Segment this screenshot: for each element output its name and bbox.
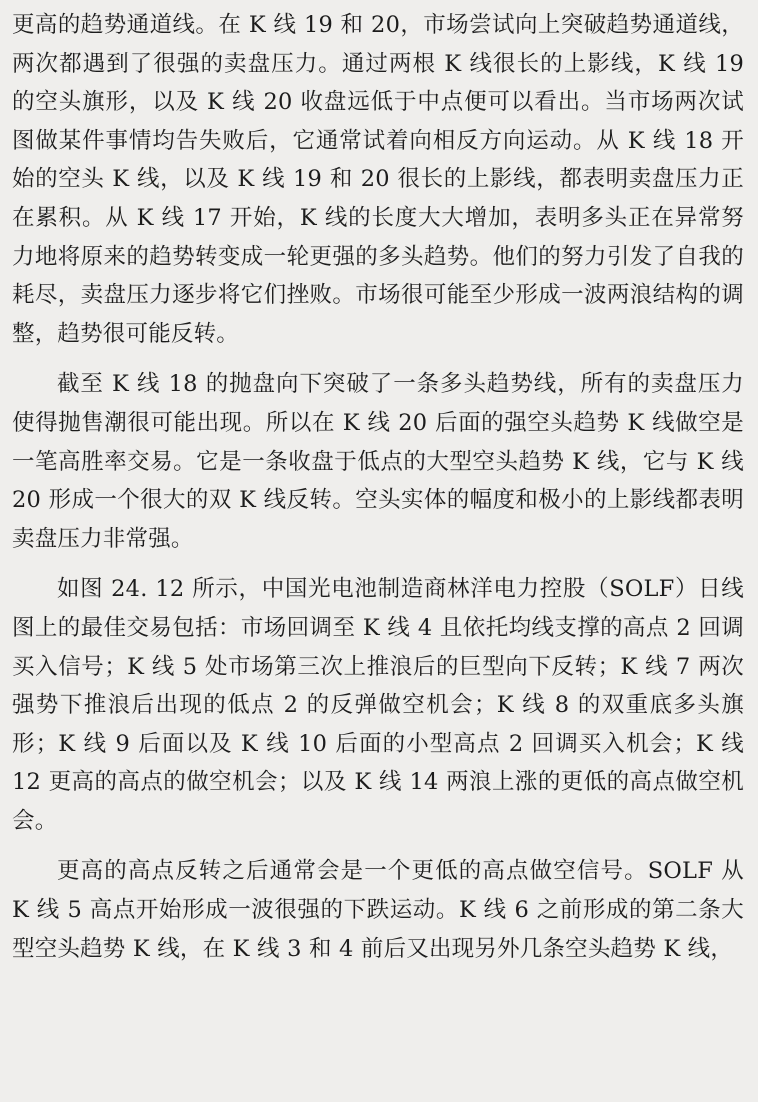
paragraph-2: 截至 K 线 18 的抛盘向下突破了一条多头趋势线，所有的卖盘压力使得抛售潮很可能出现。所以在 K 线 20 后面的强空头趋势 K 线做空是一笔高胜率交易。它是一条收盘于低点的大型空头趋势 K 线，它与 K 线 20 形成一个很大的双 K 线反转。空头实体的幅度和极小的上影线都表明卖盘压力非常强。 [12,371,744,552]
paragraph-3: 如图 24. 12 所示，中国光电池制造商林洋电力控股（SOLF）日线图上的最佳交易包括：市场回调至 K 线 4 且依托均线支撑的高点 2 回调买入信号；K 线 5 处市场第三次上推浪后的巨型向下反转；K 线 7 两次强势下推浪后出现的低点 2 的反弹做空机会；K 线 8 的双重底多头旗形；K 线 9 后面以及 K 线 10 后面的小型高点 2 回调买入机会；K 线 12 更高的高点的做空机会；以及 K 线 14 两浪上涨的更低的高点做空机会。 [12,576,744,834]
paragraph-4: 更高的高点反转之后通常会是一个更低的高点做空信号。SOLF 从 K 线 5 高点开始形成一波很强的下跌运动。K 线 6 之前形成的第二条大型空头趋势 K 线，在 K 线 3 和 4 前后又出现另外几条空头趋势 K 线， [12,858,744,962]
paragraph-1: 更高的趋势通道线。在 K 线 19 和 20，市场尝试向上突破趋势通道线，两次都遇到了很强的卖盘压力。通过两根 K 线很长的上影线，K 线 19 的空头旗形，以及 K 线 20 收盘远低于中点便可以看出。当市场两次试图做某件事情均告失败后，它通常试着向相反方向运动。从 K 线 18 开始的空头 K 线，以及 K 线 19 和 20 很长的上影线，都表明卖盘压力正在累积。从 K 线 17 开始，K 线的长度大大增加，表明多头正在异常努力地将原来的趋势转变成一轮更强的多头趋势。他们的努力引发了自我的耗尽，卖盘压力逐步将它们挫败。市场很可能至少形成一波两浪结构的调整，趋势很可能反转。 [12,12,744,347]
